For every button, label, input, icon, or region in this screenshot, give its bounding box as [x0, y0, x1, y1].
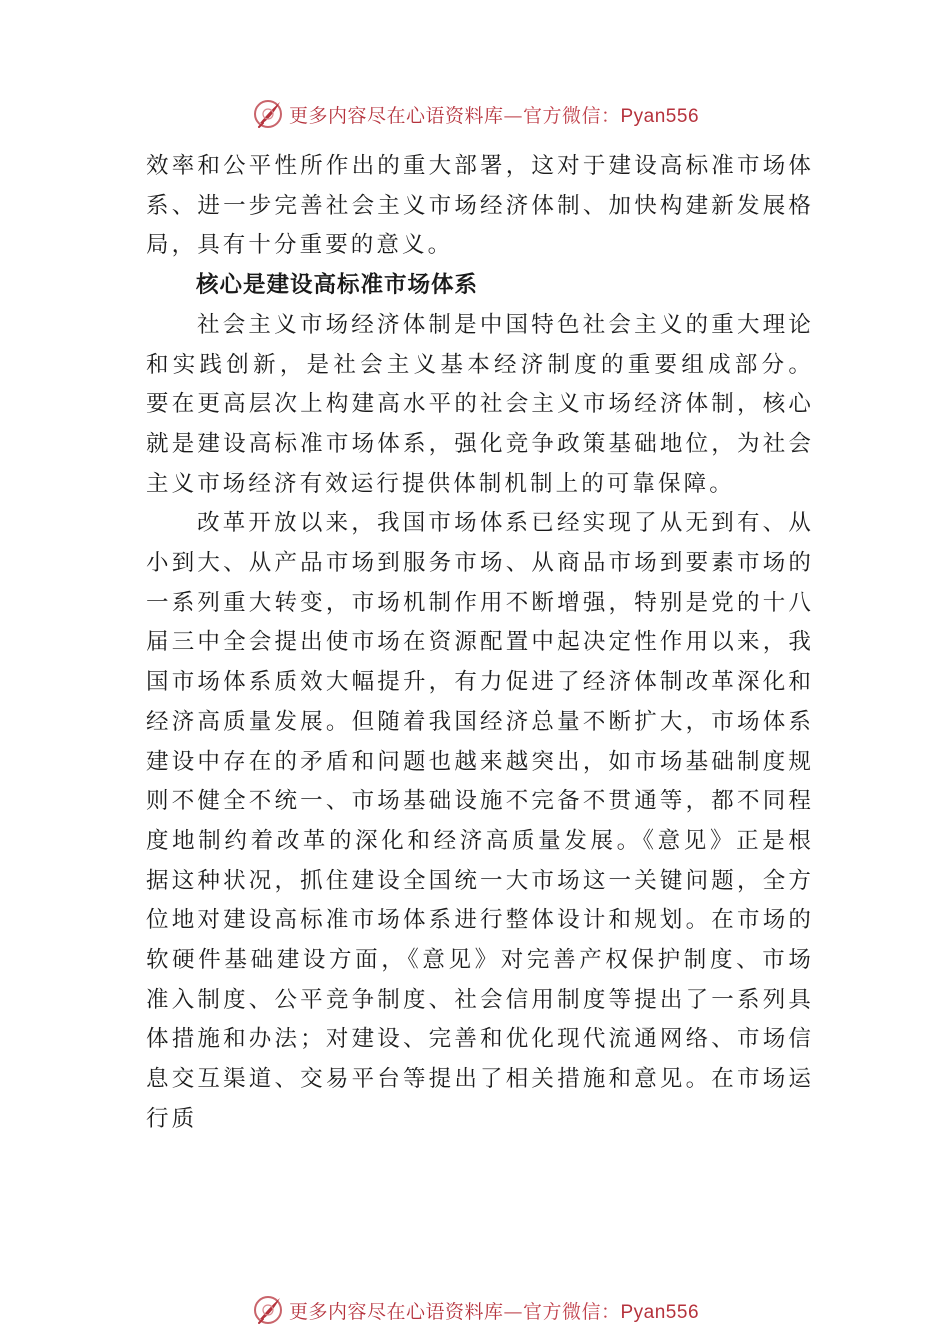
brand-text: 更多内容尽在心语资料库 [288, 104, 504, 127]
paragraph: 社会主义市场经济体制是中国特色社会主义的重大理论和实践创新，是社会主义基本经济制度的重要组成部分。 要在更高层次上构建高水平的社会主义市场经济体制，核心就是建设高标准市场体系，强化竞争政策基础地位，为社会主义市场经济有效运行提供体制机制上的可靠保障。 [146, 311, 814, 497]
header-banner-text [289, 101, 699, 128]
paragraph-continued: 效率和公平性所作出的重大部署，这对于建设高标准市场体系、进一步完善社会主义市场经济体制、加快构建新发展格局，具有十分重要的意义。 [146, 153, 814, 259]
header-banner [0, 94, 950, 134]
separator: — [503, 1300, 523, 1323]
section-heading: 核心是建设高标准市场体系 [196, 272, 479, 299]
wechat-id: Pyan556 [620, 105, 700, 127]
brand-text: 更多内容尽在心语资料库 [288, 1300, 504, 1323]
separator: — [503, 104, 523, 127]
quill-pen-logo-icon [251, 97, 285, 131]
footer-banner-text [289, 1297, 699, 1324]
quill-pen-logo-icon [251, 1293, 285, 1327]
wechat-id: Pyan556 [620, 1301, 700, 1323]
wechat-label: 官方微信： [522, 1300, 621, 1323]
paragraph: 改革开放以来，我国市场体系已经实现了从无到有、从小到大、从产品市场到服务市场、从商品市场到要素市场的一系列重大转变，市场机制作用不断增强，特别是党的十八届三中全会提出使市场在资源配置中起决定性作用以来，我国市场体系质效大幅提升，有力促进了经济体制改革深化和经济高质量发展。但随着我国经济总量不断扩大，市场体系建设中存在的矛盾和问题也越来越突出，如市场基础制度规则不健全不统一、市场基础设施不完备不贯通等，都不同程度地制约着改革的深化和经济高质量发展。《意见》正是根据这种状况，抓住建设全国统一大市场这一关键问题，全方位地对建设高标准市场体系进行整体设计和规划。在市场的软硬件基础建设方面，《意见》对完善产权保护制度、市场准入制度、公平竞争制度、社会信用制度等提出了一系列具体措施和办法；对建设、完善和优化现代流通网络、市场信息交互渠道、交易平台等提出了相关措施和意见。在市场运行质 [146, 510, 814, 1132]
footer-banner [0, 1290, 950, 1330]
article-body [146, 147, 814, 1140]
wechat-label: 官方微信： [522, 104, 621, 127]
